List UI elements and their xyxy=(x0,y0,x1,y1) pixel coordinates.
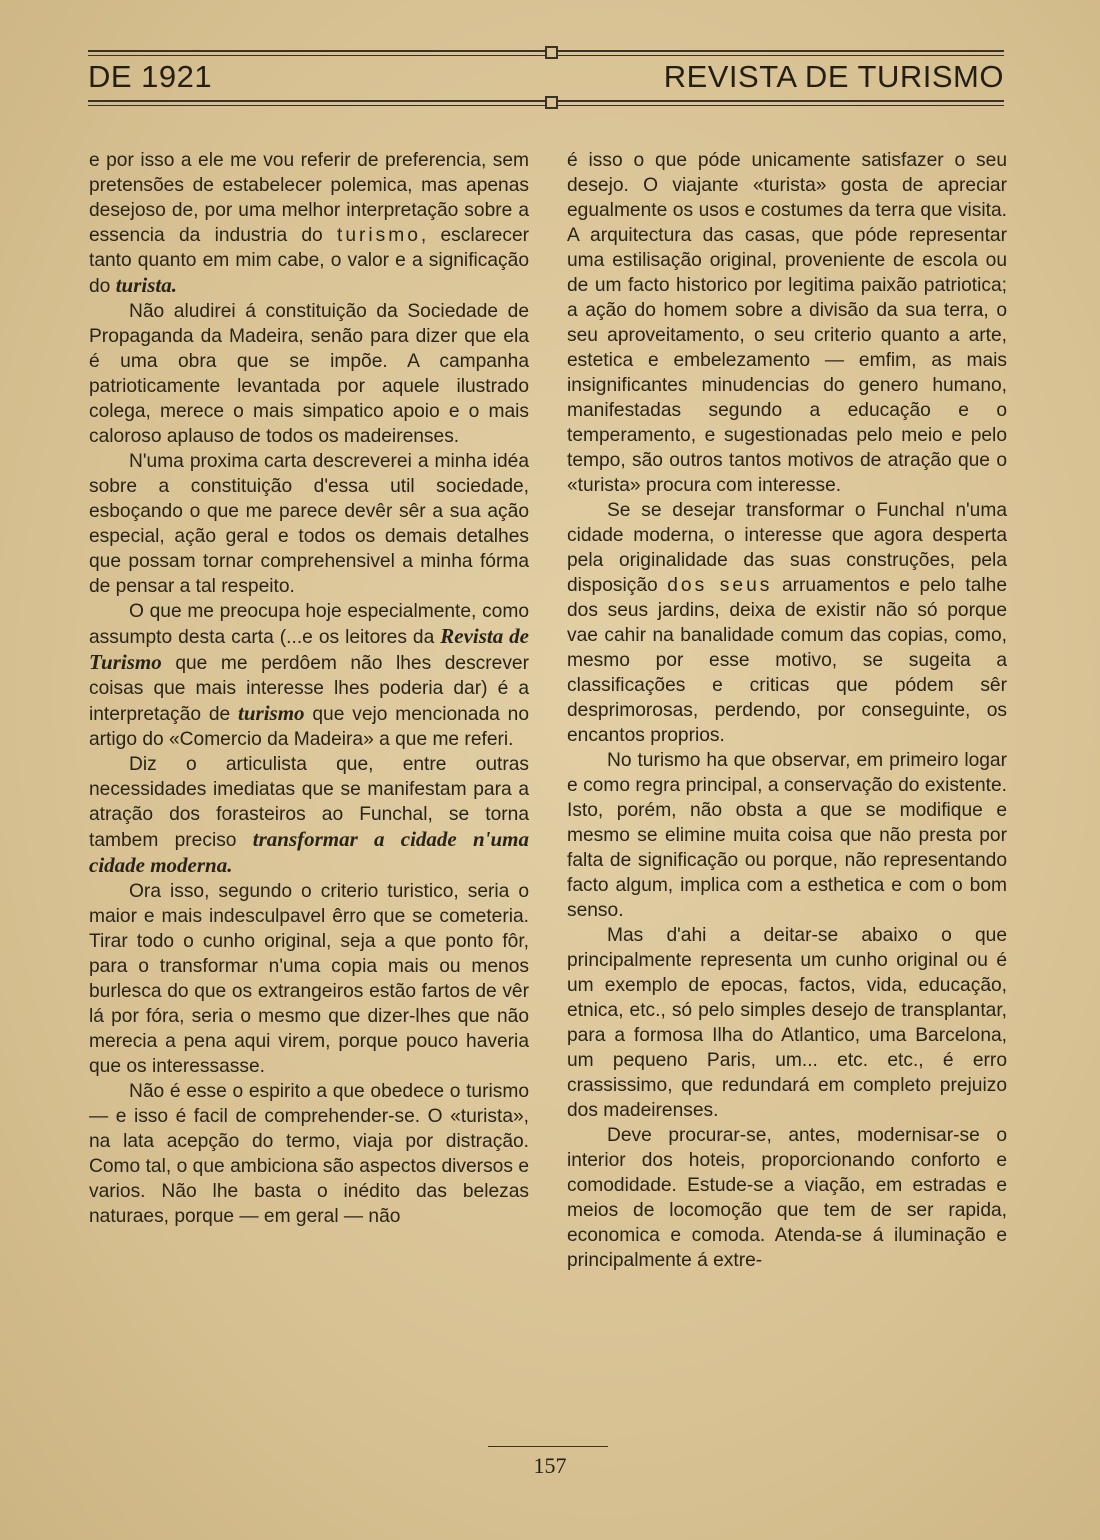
text-run: No turismo ha que observar, em primeiro logar e como regra principal, a conservação do existente. Isto, porém, não obsta a que se modifique e mesmo se elimine muita coisa que não presta por falta de significação ou porque, não representando facto algum, implica com a esthetica e com o bom senso. xyxy=(567,750,1007,921)
header-bottom-ornament xyxy=(545,96,558,109)
header-magazine-title: REVISTA DE TURISMO xyxy=(663,59,1004,94)
paragraph xyxy=(567,748,1007,923)
text-run: Se se desejar transformar o Funchal n'uma cidade moderna, o interesse que agora desperta pela originalidade das suas construções, pela disposição xyxy=(567,500,1007,596)
text-run: arruamentos e pelo talhe dos seus jardins, deixa de existir não só porque vae cahir na banalidade comum das copias, como, mesmo por esse motivo, se sugeita a classificações e criticas que pódem sêr desprimorosas, perdendo, por conseguinte, os encantos proprios. xyxy=(567,575,1008,746)
header-date: DE 1921 xyxy=(88,59,213,94)
paragraph xyxy=(89,879,529,1079)
paragraph xyxy=(89,752,529,879)
spaced-emphasis: dos seus xyxy=(667,575,773,596)
text-run: , esclarecer tanto quanto em mim cabe, o valor e a significação do xyxy=(89,225,530,297)
paragraph xyxy=(89,599,529,752)
italic-emphasis: turismo xyxy=(238,701,305,725)
text-run: N'uma proxima carta descreverei a minha idéa sobre a constituição d'essa util sociedade, esboçando o que me parece devêr sêr a sua ação especial, ação geral e todos os demais detalhes que possam tornar comprehensivel a minha fórma de pensar a tal respeito. xyxy=(89,451,529,597)
paragraph xyxy=(567,1123,1007,1273)
italic-emphasis: turista. xyxy=(115,273,177,297)
footer-rule xyxy=(488,1446,608,1447)
text-run: Diz o articulista que, entre outras necessidades imediatas que se manifestam para a atração dos forasteiros ao Funchal, se torna tambem preciso xyxy=(89,754,529,851)
text-run: que vejo mencionada no artigo do «Comercio da Madeira» a que me referi. xyxy=(89,704,529,750)
spaced-emphasis: turismo xyxy=(337,225,421,246)
text-run: Deve procurar-se, antes, modernisar-se o interior dos hoteis, proporcionando conforto e comodidade. Estude-se a viação, em estradas e meios de locomoção que tem de ser rapida, economica e comoda. Atenda-se á iluminação e principalmente á extre- xyxy=(567,1125,1007,1271)
left-text-column xyxy=(89,148,529,1229)
header-top-ornament xyxy=(545,46,558,59)
paragraph xyxy=(567,923,1007,1123)
text-run: Não é esse o espirito a que obedece o turismo — e isso é facil de comprehender-se. O «turista», na lata acepção do termo, viaja por distração. Como tal, o que ambiciona são aspectos diversos e varios. Não lhe basta o inédito das belezas naturaes, porque — em geral — não xyxy=(89,1081,529,1227)
paragraph xyxy=(89,449,529,599)
text-run: Ora isso, segundo o criterio turistico, seria o maior e mais indesculpavel êrro que se cometeria. Tirar todo o cunho original, seja a que ponto fôr, para o transformar n'uma copia mais ou menos burlesca do que os extrangeiros estão fartos de vêr lá por fóra, seria o mesmo que dizer-lhes que não merecia a pena aqui virem, porque pouco haveria que os interessasse. xyxy=(89,881,529,1077)
italic-emphasis: Revista de Turismo xyxy=(89,624,529,674)
text-run: Mas d'ahi a deitar-se abaixo o que principalmente representa um cunho original ou é um exemplo de epocas, factos, vida, educação, etnica, etc., só pelo simples desejo de transplantar, para a formosa Ilha do Atlantico, uma Barcelona, um pequeno Paris, um... etc. etc., é erro crassissimo, que redundará em completo prejuizo dos madeirenses. xyxy=(567,925,1007,1121)
page-number: 157 xyxy=(533,1453,567,1478)
text-run: que me perdôem não lhes descrever coisas que mais interesse lhes poderia dar) é a interpretação de xyxy=(89,653,529,725)
paragraph xyxy=(89,1079,529,1229)
paragraph xyxy=(567,498,1007,748)
text-run: O que me preocupa hoje especialmente, como assumpto desta carta (...e os leitores da xyxy=(89,601,529,648)
paragraph xyxy=(89,148,529,299)
paragraph xyxy=(89,299,529,449)
right-text-column xyxy=(567,148,1007,1273)
text-run: é isso o que póde unicamente satisfazer o seu desejo. O viajante «turista» gosta de apreciar egualmente os usos e costumes da terra que visita. A arquitectura das casas, que póde representar uma estilisação original, proveniente de escola ou de um facto historico por legitima paixão patriotica; a ação do homem sobre a divisão da sua terra, o seu aproveitamento, o seu criterio quanto a arte, estetica e embelezamento — emfim, as mais insignificantes minudencias do genero humano, manifestadas segundo a educação e o temperamento, e sugestionadas pelo meio e pelo tempo, são outros tantos motivos de atração que o «turista» procura com interesse. xyxy=(567,150,1007,496)
paragraph xyxy=(567,148,1007,498)
text-run: Não aludirei á constituição da Sociedade de Propaganda da Madeira, senão para dizer que ela é uma obra que se impõe. A campanha patrioticamente levantada por aquele ilustrado colega, merece o mais simpatico apoio e o mais caloroso aplauso de todos os madeirenses. xyxy=(89,301,529,447)
italic-emphasis: transformar a cidade n'uma cidade moderna. xyxy=(89,827,529,877)
text-run: e por isso a ele me vou referir de preferencia, sem pretensões de estabelecer polemica, mas apenas desejoso de, por uma melhor interpretação sobre a essencia da industria do xyxy=(89,150,529,246)
